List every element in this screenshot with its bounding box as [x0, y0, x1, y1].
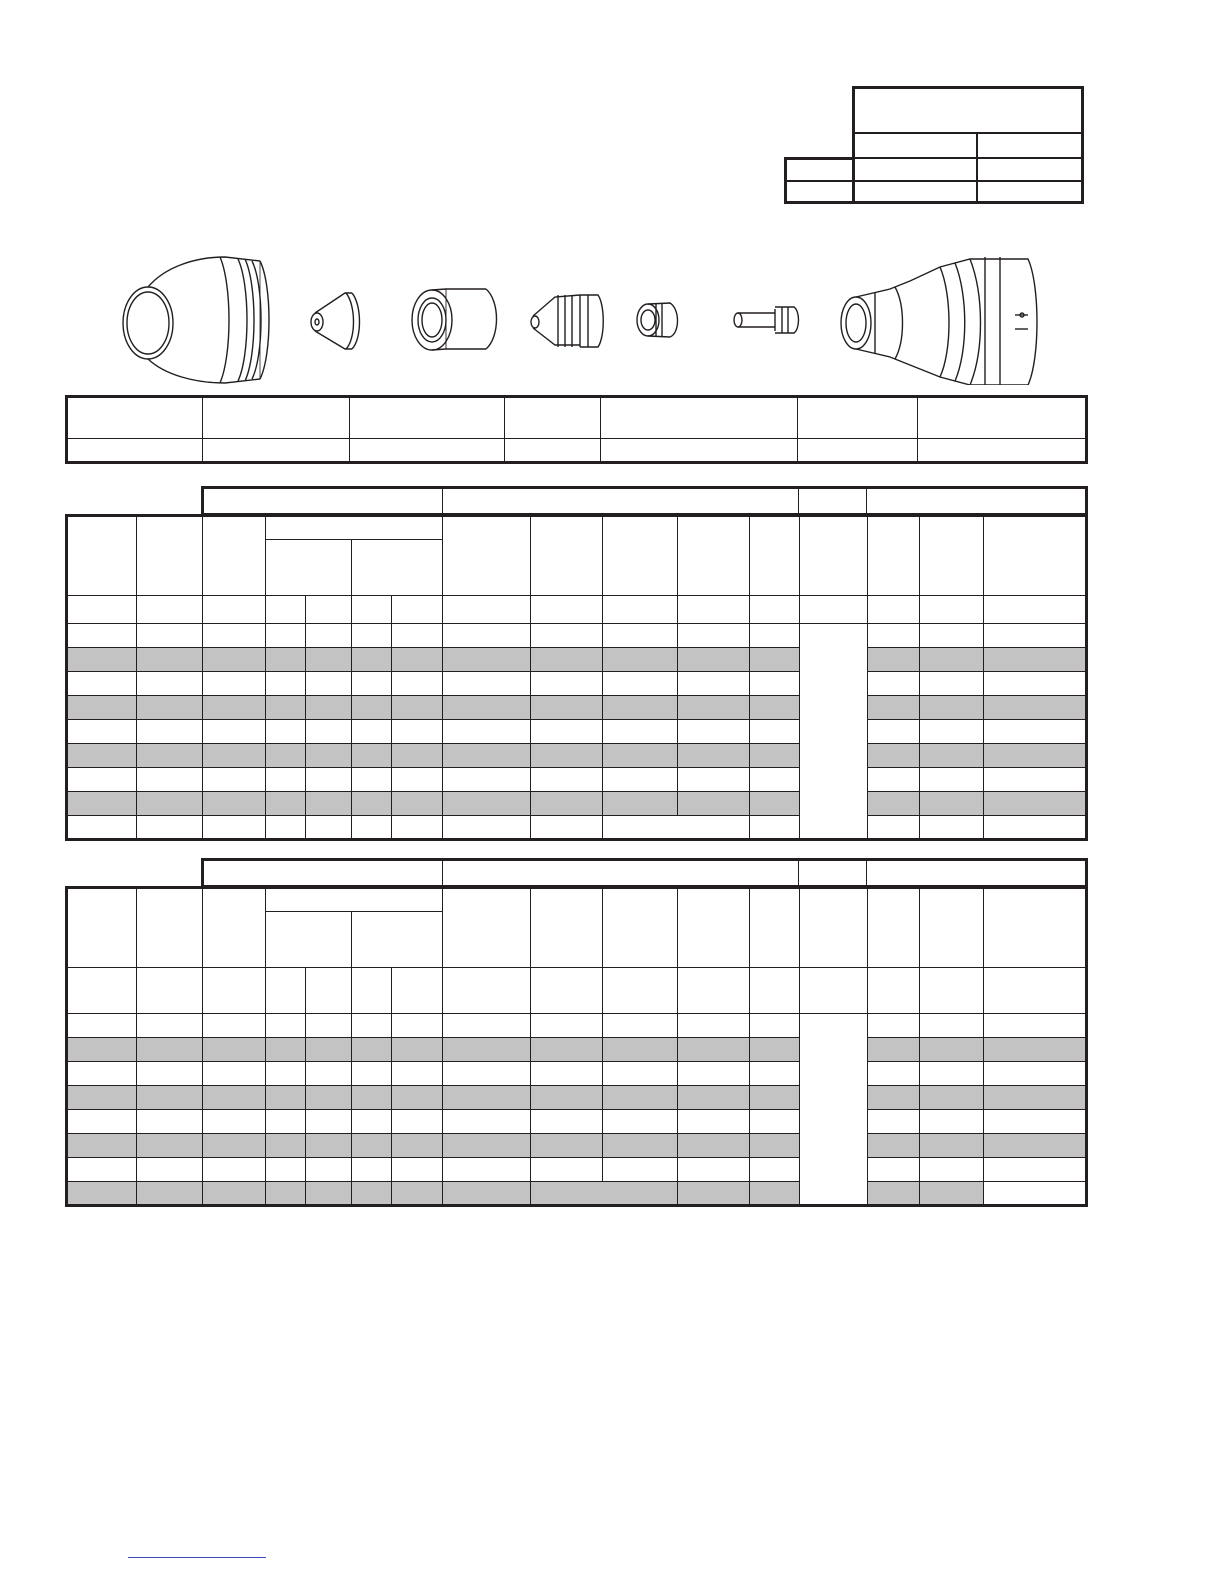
column-subheader — [352, 540, 443, 596]
parts-value-cell — [918, 439, 1087, 463]
column-header — [984, 516, 1087, 596]
group-header-cell — [203, 860, 443, 886]
swirl-ring-icon — [637, 303, 678, 337]
table-row — [67, 624, 1087, 648]
parts-value-cell — [203, 439, 350, 463]
parts-table — [65, 395, 1088, 464]
group-header-cell — [203, 488, 443, 514]
column-header — [984, 888, 1087, 968]
column-subheader — [266, 912, 352, 968]
torch-head-icon — [841, 257, 1037, 385]
column-header — [137, 888, 203, 968]
table-row — [67, 672, 1087, 696]
shield-icon — [123, 257, 269, 383]
footer-link[interactable] — [128, 1557, 266, 1558]
column-header — [531, 516, 603, 596]
table-row — [67, 696, 1087, 720]
column-header — [443, 888, 531, 968]
column-header — [531, 888, 603, 968]
parts-header-cell — [601, 397, 798, 439]
column-header — [603, 516, 678, 596]
merged-cell — [800, 624, 868, 840]
column-header — [137, 516, 203, 596]
column-header — [800, 888, 868, 968]
parts-header-cell — [505, 397, 601, 439]
parts-header-cell — [203, 397, 350, 439]
column-header — [266, 888, 443, 912]
table-row — [67, 648, 1087, 672]
electrode-icon — [734, 307, 799, 333]
nozzle-retaining-cap-icon — [311, 293, 360, 349]
group-header-cell — [867, 488, 1087, 514]
table-row — [67, 816, 1087, 840]
cut-table-1-group-header — [201, 486, 1088, 514]
group-header-cell — [799, 860, 867, 886]
parts-value-cell — [350, 439, 505, 463]
parts-value-cell — [798, 439, 918, 463]
parts-header-cell — [350, 397, 505, 439]
parts-header-cell — [918, 397, 1087, 439]
table-row — [67, 1014, 1087, 1038]
column-subheader — [352, 912, 443, 968]
cut-table-2-body — [65, 886, 1088, 1207]
column-header — [603, 888, 678, 968]
parts-value-cell — [67, 439, 203, 463]
nozzle-icon — [531, 295, 603, 347]
table-row — [67, 1182, 1087, 1206]
column-header — [678, 516, 750, 596]
units-row — [67, 968, 1087, 1014]
parts-table-header-row — [67, 397, 1087, 439]
column-subheader — [266, 540, 352, 596]
column-header — [750, 888, 800, 968]
column-header — [203, 516, 266, 596]
column-header — [203, 888, 266, 968]
column-header — [920, 888, 984, 968]
table-row — [67, 1086, 1087, 1110]
table-row — [67, 1110, 1087, 1134]
column-header-row — [67, 888, 1087, 912]
retaining-cap-icon — [412, 289, 497, 350]
group-header-cell — [867, 860, 1087, 886]
column-header — [750, 516, 800, 596]
table-row — [67, 720, 1087, 744]
column-header — [67, 516, 137, 596]
column-header — [868, 888, 920, 968]
parts-value-cell — [601, 439, 798, 463]
column-header — [443, 516, 531, 596]
table-row — [67, 1134, 1087, 1158]
column-header-row — [67, 516, 1087, 540]
parts-value-cell — [505, 439, 601, 463]
parts-header-cell — [798, 397, 918, 439]
table-row — [67, 768, 1087, 792]
table-row — [67, 744, 1087, 768]
column-header — [800, 516, 868, 596]
table-row — [67, 1038, 1087, 1062]
group-header-cell — [799, 488, 867, 514]
table-row — [67, 1062, 1087, 1086]
column-header — [920, 516, 984, 596]
cut-table-2-group-header — [201, 858, 1088, 886]
cut-table-1-body — [65, 514, 1088, 841]
merged-cell — [800, 1014, 868, 1206]
column-header — [678, 888, 750, 968]
group-header-cell — [443, 860, 799, 886]
parts-table-value-row — [67, 439, 1087, 463]
column-header — [266, 516, 443, 540]
parts-header-cell — [67, 397, 203, 439]
column-header — [67, 888, 137, 968]
group-header-cell — [443, 488, 799, 514]
table-row — [67, 1158, 1087, 1182]
units-row — [67, 596, 1087, 624]
torch-parts-illustration — [110, 245, 1050, 385]
table-row — [67, 792, 1087, 816]
column-header — [868, 516, 920, 596]
